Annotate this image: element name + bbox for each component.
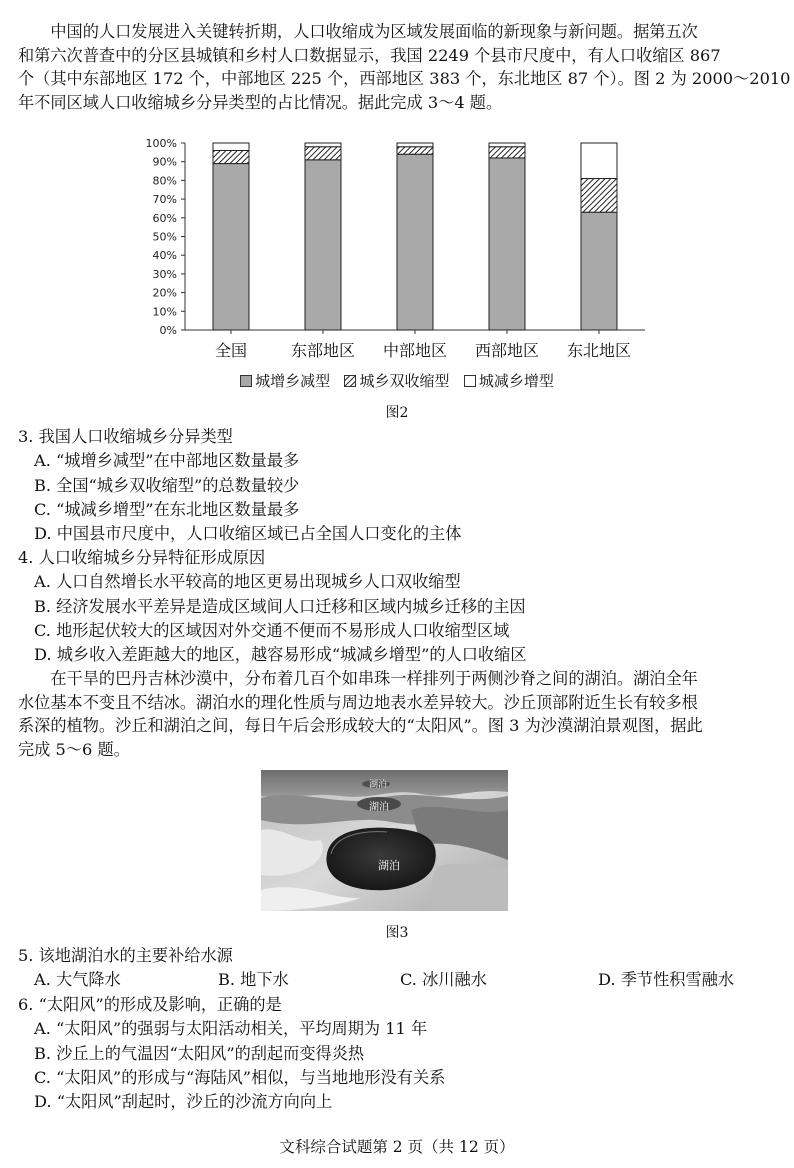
question-5 — [18, 944, 776, 992]
x-tick-label: 全国 — [214, 341, 248, 360]
figure2-caption: 图2 — [385, 405, 409, 421]
bar-segment — [489, 143, 525, 147]
x-tick-label: 东北地区 — [566, 341, 632, 360]
option-b: B. 沙丘上的气温因“太阳风”的刮起而变得炎热 — [34, 1043, 365, 1063]
lake-label-far: 湖泊 — [368, 780, 388, 790]
option-d: D. “太阳风”刮起时，沙丘的沙流方向向上 — [34, 1092, 333, 1112]
option-d: D. 季节性积雪融水 — [598, 970, 735, 990]
option-b: B. 地下水 — [218, 970, 289, 990]
intro-line: 中国的人口发展进入关键转折期，人口收缩成为区域发展面临的新现象与新问题。据第五次 — [18, 22, 698, 41]
option-d: D. 城乡收入差距越大的地区，越容易形成“城减乡增型”的人口收缩区 — [34, 645, 527, 665]
intro-line: 和第六次普查中的分区县城镇和乡村人口数据显示，我国 2249 个县市尺度中，有人口收缩区 867 — [18, 45, 721, 65]
y-tick-label: 40% — [152, 249, 177, 263]
lake-label-near: 湖泊 — [378, 859, 400, 872]
bar-segment — [397, 143, 433, 147]
bar-segment — [581, 212, 617, 330]
y-tick-label: 70% — [152, 193, 177, 207]
y-tick-label: 10% — [152, 305, 177, 319]
option-c: C. 冰川融水 — [400, 970, 487, 990]
page-footer: 文科综合试题第 2 页（共 12 页） — [279, 1138, 515, 1156]
question-3 — [18, 425, 461, 546]
y-tick-label: 30% — [152, 267, 177, 281]
question-stem: 6. “太阳风”的形成及影响，正确的是 — [18, 995, 282, 1014]
legend-item — [464, 372, 554, 390]
y-tick-label: 80% — [152, 174, 177, 188]
passage-line: 完成 5～6 题。 — [18, 739, 130, 759]
figure3-caption: 图3 — [385, 925, 409, 941]
intro-line: 年不同区域人口收缩城乡分异类型的占比情况。据此完成 3～4 题。 — [18, 92, 503, 112]
bar-segment — [213, 150, 249, 163]
x-tick-label: 东部地区 — [290, 341, 356, 360]
legend-item — [344, 372, 449, 390]
y-tick-label: 90% — [152, 155, 177, 169]
option-b: B. 经济发展水平差异是造成区域间人口迁移和区域内城乡迁移的主因 — [34, 596, 526, 616]
option-a: A. 人口自然增长水平较高的地区更易出现城乡人口双收缩型 — [34, 572, 461, 592]
bar-segment — [397, 154, 433, 330]
legend-label: 城增乡减型 — [255, 372, 331, 390]
bar-segment — [305, 147, 341, 160]
question-stem: 4. 人口收缩城乡分异特征形成原因 — [18, 548, 266, 567]
passage-line: 在干旱的巴丹吉林沙漠中，分布着几百个如串珠一样排列于两侧沙脊之间的湖泊。湖泊全年 — [18, 669, 698, 688]
y-tick-label: 50% — [152, 230, 177, 244]
legend-item — [240, 372, 330, 390]
lake-label-middle: 湖泊 — [369, 802, 389, 813]
legend-label: 城减乡增型 — [478, 372, 554, 390]
bar-segment — [213, 143, 249, 150]
passage-line: 水位基本不变且不结冰。湖泊水的理化性质与周边地表水差异较大。沙丘顶部附近生长有较多根 — [18, 692, 698, 712]
x-tick-label: 中部地区 — [382, 341, 448, 360]
option-b: B. 全国“城乡双收缩型”的总数量较少 — [34, 475, 300, 495]
legend-swatch — [240, 375, 252, 387]
intro-line: 个（其中东部地区 172 个，中部地区 225 个，西部地区 383 个，东北地区 87 个）。图 2 为 2000～2010 — [18, 69, 791, 88]
x-tick-label: 西部地区 — [474, 341, 540, 360]
bar-segment — [581, 143, 617, 179]
legend-label: 城乡双收缩型 — [359, 372, 450, 390]
bar-segment — [489, 158, 525, 330]
desert-lake-photo — [261, 770, 508, 911]
option-d: D. 中国县市尺度中，人口收缩区域已占全国人口变化的主体 — [34, 524, 462, 544]
passage-2 — [18, 667, 776, 761]
chart-legend — [0, 370, 794, 391]
y-tick-label: 0% — [159, 324, 177, 337]
option-a: A. “太阳风”的强弱与太阳活动相关，平均周期为 11 年 — [34, 1019, 428, 1039]
bar-segment — [489, 147, 525, 158]
options-row — [18, 968, 776, 992]
option-c: C. 地形起伏较大的区域因对外交通不便而不易形成人口收缩型区域 — [34, 620, 510, 640]
option-c: C. “城减乡增型”在东北地区数量最多 — [34, 499, 300, 519]
y-tick-label: 20% — [152, 286, 177, 300]
question-6 — [18, 993, 445, 1114]
y-tick-label: 100% — [145, 137, 177, 150]
question-stem: 3. 我国人口收缩城乡分异类型 — [18, 427, 233, 446]
passage-line: 系深的植物。沙丘和湖泊之间，每日午后会形成较大的“太阳风”。图 3 为沙漠湖泊景观图，据此 — [18, 716, 703, 735]
legend-swatch — [464, 375, 476, 387]
bar-segment — [305, 143, 341, 147]
legend-swatch — [344, 375, 356, 387]
option-c: C. “太阳风”的形成与“海陆风”相似，与当地地形没有关系 — [34, 1067, 446, 1087]
option-a: A. “城增乡减型”在中部地区数量最多 — [34, 451, 300, 471]
intro-paragraph — [18, 20, 791, 114]
bar-segment — [213, 164, 249, 330]
bar-segment — [397, 147, 433, 154]
question-stem: 5. 该地湖泊水的主要补给水源 — [18, 946, 233, 965]
y-tick-label: 60% — [152, 211, 177, 225]
bar-segment — [581, 179, 617, 213]
option-a: A. 大气降水 — [34, 970, 121, 990]
stacked-bar-chart — [140, 134, 660, 364]
bar-segment — [305, 160, 341, 330]
question-4 — [18, 546, 527, 667]
